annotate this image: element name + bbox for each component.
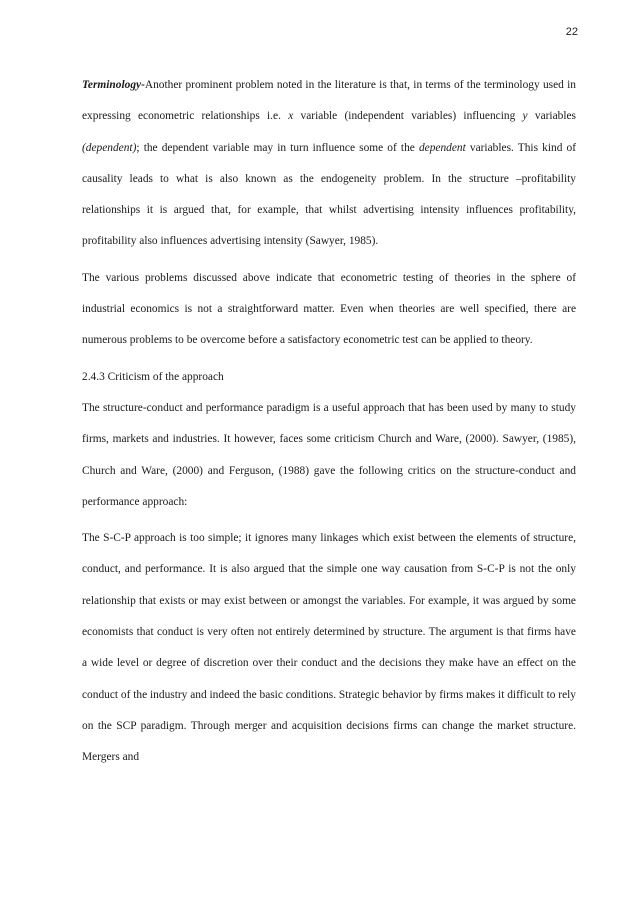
body-text	[82, 70, 576, 774]
paragraph-scp: The S-C-P approach is too simple; it ignores many linkages which exist between the elements of structure, conduct, and performance. It is also argued that the simple one way causation from S-C-P is not the only relationship that exists or may exist between or amongst the variables. For example, it was argued by some economists that conduct is very often not entirely determined by structure. The argument is that firms have a wide level or degree of discretion over their conduct and the decisions they make have an effect on the conduct of the industry and indeed the basic conditions. Strategic behavior by firms makes it difficult to rely on the SCP paradigm. Through merger and acquisition decisions firms can change the market structure. Mergers and	[82, 532, 576, 764]
section-heading: 2.4.3 Criticism of the approach	[82, 370, 224, 383]
paragraph-terminology: Terminology-Another prominent problem noted in the literature is that, in terms of the terminology used in expressing econometric relationships i.e. x variable (independent variables) influencing y variables (dependent); the dependent variable may in turn influence some of the dependent variables. This kind of causality leads to what is also known as the endogeneity problem. In the structure –profitability relationships it is argued that, for example, that whilst advertising intensity influences profitability, profitability also influences advertising intensity (Sawyer, 1985).	[82, 79, 576, 248]
paragraph-criticism: The structure-conduct and performance paradigm is a useful approach that has been used by many to study firms, markets and industries. It however, faces some criticism Church and Ware, (2000). Sawyer, (1985), Church and Ware, (2000) and Ferguson, (1988) gave the following critics on the structure-conduct and performance approach:	[82, 401, 576, 508]
terminology-lead: Terminology-	[82, 79, 145, 91]
paragraph-problems: The various problems discussed above indicate that econometric testing of theories in the sphere of industrial economics is not a straightforward matter. Even when theories are well specified, there are numerous problems to be overcome before a satisfactory econometric test can be applied to theory.	[82, 271, 576, 347]
page-number: 22	[565, 26, 578, 38]
